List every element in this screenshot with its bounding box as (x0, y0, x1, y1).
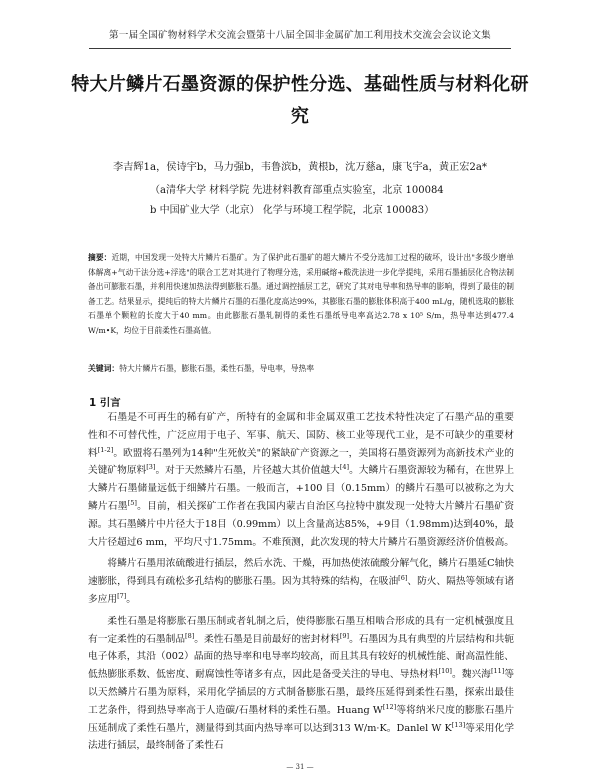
affiliation-b: b 中国矿业大学（北京） 化学与环境工程学院，北京 100083） (150, 205, 435, 216)
header-divider (89, 48, 511, 49)
body-text (88, 409, 514, 755)
abstract-label: 摘要： (88, 253, 112, 262)
paper-title: 特大片鳞片石墨资源的保护性分选、基础性质与材料化研究 (71, 74, 529, 127)
citation: [8] (185, 631, 195, 640)
citation: [5] (127, 498, 137, 507)
paragraph-1: 石墨是不可再生的稀有矿产，所特有的金属和非金属双重工艺技术特性决定了石墨产品的重要性和不可替代性，广泛应用于电子、军事、航天、国防、核工业等现代工业，是不可缺少的重要材料[1-2]。欧盟将石墨列为14种"生死攸关"的紧缺矿产资源之一，美国将石墨资源列为高新技术产业的关键矿物原料[3]。对于天然鳞片石墨，片径越大其价值越大[4]。大鳞片石墨资源较为稀有，在世界上大鳞片石墨储量远低于细鳞片石墨。一般而言，+100 目（0.15mm）的鳞片石墨可以被称之为大鳞片石墨[5]。目前，相关探矿工作者在我国内蒙古自治区乌拉特中旗发现一处特大片鳞片石墨矿资源。其石墨鳞片中片径大于18目（0.99mm）以上含量高达85%，+9目（1.98mm)达到40%，最大片径超过6 mm，平均尺寸1.75mm。不难预测，此次发现的特大片鳞片石墨资源经济价值极高。 (88, 412, 515, 548)
citation: [3] (146, 463, 156, 472)
running-header: 第一届全国矿物材料学术交流会暨第十八届全国非金属矿加工利用技术交流会会议论文集 (109, 30, 491, 41)
keywords-label: 关键词： (88, 364, 120, 373)
keywords (88, 362, 514, 375)
page-number: — 31 — (286, 763, 314, 771)
abstract (88, 251, 514, 339)
citation: [4] (339, 463, 350, 472)
keywords-text: 特大片鳞片石墨，膨胀石墨，柔性石墨，导电率，导热率 (119, 364, 315, 373)
abstract-text: 近期，中国发现一处特大片鳞片石墨矿。为了保护此石墨矿的超大鳞片不受分选加工过程的破坏，设计出"多级少磨单体解离+气动干法分选+浮选"的联合工艺对其进行了物理分选，采用碱熔+酸洗法进一步化学提纯，采用石墨插层化合物法制备出可膨胀石墨，并利用快速加热法得到膨胀石墨。通过调控插层工艺，研究了其对电导率和热导率的影响，得到了最佳的制备工艺。结果显示，提纯后的特大片鳞片石墨的石墨化度高达99%，其膨胀石墨的膨胀体积高于400 mL/g，随机选取的膨胀石墨单个颗粒的长度大于40 mm。由此膨胀石墨轧制得的柔性石墨纸导电率高达2.78 x 10⁵ S/m，热导率达到477.4 W/m•K，均位于目前柔性石墨高值。 (88, 253, 514, 335)
citation: [11] (490, 666, 505, 675)
citation: [1-2] (97, 445, 114, 454)
citation: [9] (339, 631, 350, 640)
citation: [12] (382, 702, 397, 711)
paragraph-3: 柔性石墨是将膨胀石墨压制或者轧制之后，使得膨胀石墨互相啮合形成的具有一定机械强度且有一定柔性的石墨制品[8]。柔性石墨是目前最好的密封材料[9]。石墨因为具有典型的片层结构和共轭电子体系，其沿（002）晶面的热导率和电导率均较高，而且其具有较好的机械性能、耐高温性能、低热膨胀系数、低密度、耐腐蚀性等诸多有点，因此是备受关注的导电、导热材料[10]。魏兴海[11]等以天然鳞片石墨为原料，采用化学插层的方式制备膨胀石墨，最终压延得到柔性石墨，探索出最佳工艺条件，得到热导率高于人造碳/石墨材料的柔性石墨。Huang W[12]等将纳米尺度的膨胀石墨片压延制成了柔性石墨片，测量得到其面内热导率可以达到313 W/m·K。Danlel W K[13]等采用化学法进行插层，最终制备了柔性石 (88, 615, 515, 752)
citation: [13] (451, 720, 466, 729)
affiliation-a: （a清华大学 材料学院 先进材料教育部重点实验室，北京 100084 (150, 185, 444, 196)
paragraph-2: 将鳞片石墨用浓硫酸进行插层，然后水洗、干燥，再加热使浓硫酸分解气化，鳞片石墨延C轴快速膨胀，得到具有疏松多孔结构的膨胀石墨。因为其特殊的结构，在吸油[6]、防火、隔热等领域有诸多应用[7]。 (88, 558, 515, 605)
section-heading: 1 引言 (89, 397, 121, 409)
citation: [10] (438, 666, 452, 675)
affiliations (150, 181, 540, 221)
author-list: 李吉辉1a，侯诗宇b，马力强b，韦鲁滨b，黄根b，沈万慈a，康飞宇a，黄正宏2a* (112, 162, 488, 173)
citation: [7] (117, 591, 127, 600)
citation: [6] (398, 573, 408, 582)
